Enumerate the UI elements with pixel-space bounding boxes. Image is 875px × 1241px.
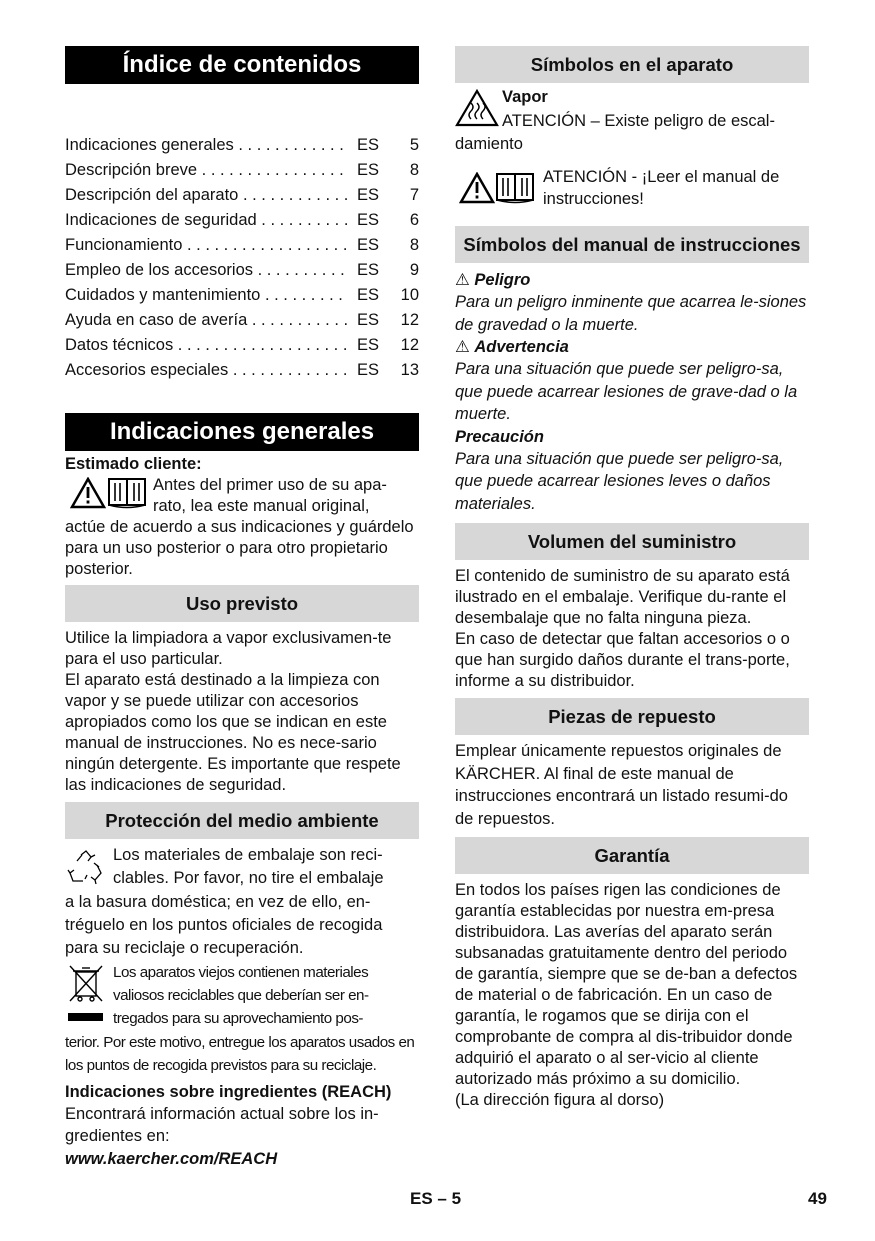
- toc-entry[interactable]: [65, 308, 419, 333]
- vapor-row: [455, 87, 809, 133]
- read-manual-row: [65, 475, 419, 517]
- toc-entry-page: 10: [400, 286, 419, 304]
- toc-entry[interactable]: [65, 333, 419, 358]
- symbols-device-heading: Símbolos en el aparato: [455, 46, 809, 83]
- warranty-heading: Garantía: [455, 837, 809, 874]
- toc-entry-title: Descripción breve . . .: [65, 158, 349, 183]
- scope-text-1: El contenido de suministro de su aparato está ilustrado en el embalaje. Verifique du-rante el desembalaje que no falta ninguna pieza.: [455, 567, 790, 627]
- toc-entry-title: Indicaciones generales . . .: [65, 133, 349, 158]
- footer-page-number: 49: [808, 1189, 827, 1208]
- toc-entry-page: 5: [409, 136, 419, 154]
- env-text-1c: a la basura doméstica; en vez de ello, en-tréguelo en los puntos oficiales de recogida para su reciclaje o recuperación.: [65, 893, 383, 957]
- env-text-2d: terior. Por este motivo, entregue los aparatos usados en los puntos de recogida previstos para su reciclaje.: [65, 1034, 415, 1074]
- warning-row: [455, 336, 809, 358]
- toc-entry-lang: ES: [357, 161, 380, 179]
- caution-text: Para una situación que puede ser peligro-sa, que puede acarrear lesiones leves o daños materiales.: [455, 449, 784, 513]
- env-text-2c: tregados para su aprovechamiento pos-: [113, 1010, 363, 1027]
- toc-entry-lang: ES: [357, 236, 380, 254]
- env-text-2a: Los aparatos viejos contienen materiales: [113, 964, 369, 981]
- toc-entry[interactable]: [65, 158, 419, 183]
- reach-heading: Indicaciones sobre ingredientes (REACH): [65, 1083, 392, 1101]
- read-manual-text-b: instrucciones!: [543, 190, 644, 208]
- spares-text: Emplear únicamente repuestos originales de KÄRCHER. Al final de este manual de instrucciones encontrará un listado resumi-do de repuestos.: [455, 742, 788, 828]
- toc-entry[interactable]: [65, 133, 419, 158]
- vapor-text-a: ATENCIÓN – Existe peligro de escal-: [502, 112, 775, 130]
- toc-entry-page: 12: [400, 311, 419, 329]
- footer-section: ES – 5: [410, 1189, 462, 1208]
- toc-entry-title: Cuidados y mantenimiento . . .: [65, 283, 349, 308]
- toc-entry-page: 9: [409, 261, 419, 279]
- toc-entry-lang: ES: [357, 361, 380, 379]
- toc-entry-lang: ES: [357, 311, 380, 329]
- read-manual-symbol-row: [455, 166, 809, 214]
- scope-text-2: En caso de detectar que faltan accesorios o o que han surgido daños durante el trans-porte, informe a su distribuidor.: [455, 630, 790, 690]
- toc-entry-title: Datos técnicos . . .: [65, 333, 349, 358]
- env-text-1a: Los materiales de embalaje son reci-: [113, 846, 383, 864]
- hot-steam-warning-icon: [455, 89, 499, 132]
- toc-entry[interactable]: [65, 258, 419, 283]
- table-of-contents: [65, 133, 419, 383]
- warranty-text-1: En todos los países rigen las condiciones de garantía establecidas por nuestra em-presa distribuidora. Las averías del aparato serán subsanadas gratuitamente dentro del periodo de garantía, siempre que se de-ban a defectos de material o de fabricación. En un caso de garantía, le rogamos que se dirija con el comprobante de compra al dis-tribuidor donde adquirió el aparato o al ser-vicio al cliente autorizado más próximo a su domicilio.: [455, 881, 798, 1088]
- spares-heading: Piezas de repuesto: [455, 698, 809, 735]
- toc-entry[interactable]: [65, 183, 419, 208]
- toc-entry-title: Empleo de los accesorios . . .: [65, 258, 349, 283]
- danger-row: [455, 269, 809, 291]
- toc-entry[interactable]: [65, 358, 419, 383]
- reach-text: Encontrará información actual sobre los in-gredientes en:: [65, 1105, 379, 1145]
- toc-entry-lang: ES: [357, 286, 380, 304]
- toc-entry-title: Ayuda en caso de avería . . .: [65, 308, 349, 333]
- toc-entry-title: Descripción del aparato . . .: [65, 183, 349, 208]
- env-heading: Protección del medio ambiente: [65, 802, 419, 839]
- toc-entry[interactable]: [65, 283, 419, 308]
- recycle-icon: [67, 849, 105, 890]
- weee-row: [65, 961, 419, 1031]
- recycle-row: [65, 845, 419, 891]
- warning-triangle-icon: [70, 477, 106, 514]
- toc-entry-title: Funcionamiento . . .: [65, 233, 349, 258]
- toc-entry-lang: ES: [357, 211, 380, 229]
- manual-book-icon: [495, 170, 535, 209]
- symbols-manual-heading: Símbolos del manual de instrucciones: [455, 226, 809, 263]
- vapor-text-b: damiento: [455, 135, 523, 153]
- env-text-1b: clables. Por favor, no tire el embalaje: [113, 869, 384, 887]
- reach-url-link[interactable]: www.kaercher.com/REACH: [65, 1150, 278, 1168]
- toc-entry-lang: ES: [357, 336, 380, 354]
- read-manual-text-a: ATENCIÓN - ¡Leer el manual de: [543, 168, 780, 186]
- warranty-text-2: (La dirección figura al dorso): [455, 1091, 665, 1109]
- right-column: [455, 46, 809, 1111]
- use-text-1: Utilice la limpiadora a vapor exclusivamen-te para el uso particular.: [65, 629, 392, 668]
- danger-label: Peligro: [474, 271, 531, 289]
- toc-entry-page: 8: [409, 161, 419, 179]
- use-heading: Uso previsto: [65, 585, 419, 622]
- vapor-label: Vapor: [502, 88, 548, 106]
- toc-heading: Índice de contenidos: [65, 46, 419, 84]
- dear-customer: Estimado cliente:: [65, 455, 202, 473]
- warning-small-triangle-icon: ⚠: [455, 338, 475, 356]
- toc-entry-page: 12: [400, 336, 419, 354]
- toc-entry-title: Indicaciones de seguridad . . .: [65, 208, 349, 233]
- toc-entry-page: 6: [409, 211, 419, 229]
- dear-text-2: rato, lea este manual original,: [153, 497, 370, 515]
- warning-text: Para una situación que puede ser peligro-sa, que puede acarrear lesiones de grave-dad o la muerte.: [455, 360, 798, 423]
- danger-triangle-icon: ⚠: [455, 271, 475, 289]
- toc-entry[interactable]: [65, 233, 419, 258]
- toc-entry-page: 8: [409, 236, 419, 254]
- toc-entry-lang: ES: [357, 136, 380, 154]
- toc-entry[interactable]: [65, 208, 419, 233]
- dear-text-3: actúe de acuerdo a sus indicaciones y guárdelo para un uso posterior o para otro propietario posterior.: [65, 518, 414, 578]
- env-text-2b: valiosos reciclables que deberían ser en-: [113, 987, 369, 1004]
- toc-entry-title: Accesorios especiales . . .: [65, 358, 349, 383]
- caution-label: Precaución: [455, 427, 544, 446]
- toc-entry-page: 13: [400, 361, 419, 379]
- general-heading: Indicaciones generales: [65, 413, 419, 451]
- scope-heading: Volumen del suministro: [455, 523, 809, 560]
- manual-book-icon: [107, 475, 147, 514]
- toc-entry-lang: ES: [357, 186, 380, 204]
- crossed-bin-icon: [67, 963, 105, 1030]
- warning-label: Advertencia: [474, 338, 569, 356]
- toc-entry-page: 7: [409, 186, 419, 204]
- dear-text-1: Antes del primer uso de su apa-: [153, 476, 387, 494]
- use-text-2: El aparato está destinado a la limpieza con vapor y se puede utilizar con accesorios apropiados como los que se indican en este manual de instrucciones. No es nece-sario ningún detergente. Es importante que respete las indicaciones de seguridad.: [65, 671, 401, 794]
- danger-text: Para un peligro inminente que acarrea le-siones de gravedad o la muerte.: [455, 293, 807, 334]
- left-column: [65, 46, 419, 1171]
- warning-triangle-icon: [459, 172, 495, 209]
- toc-entry-lang: ES: [357, 261, 380, 279]
